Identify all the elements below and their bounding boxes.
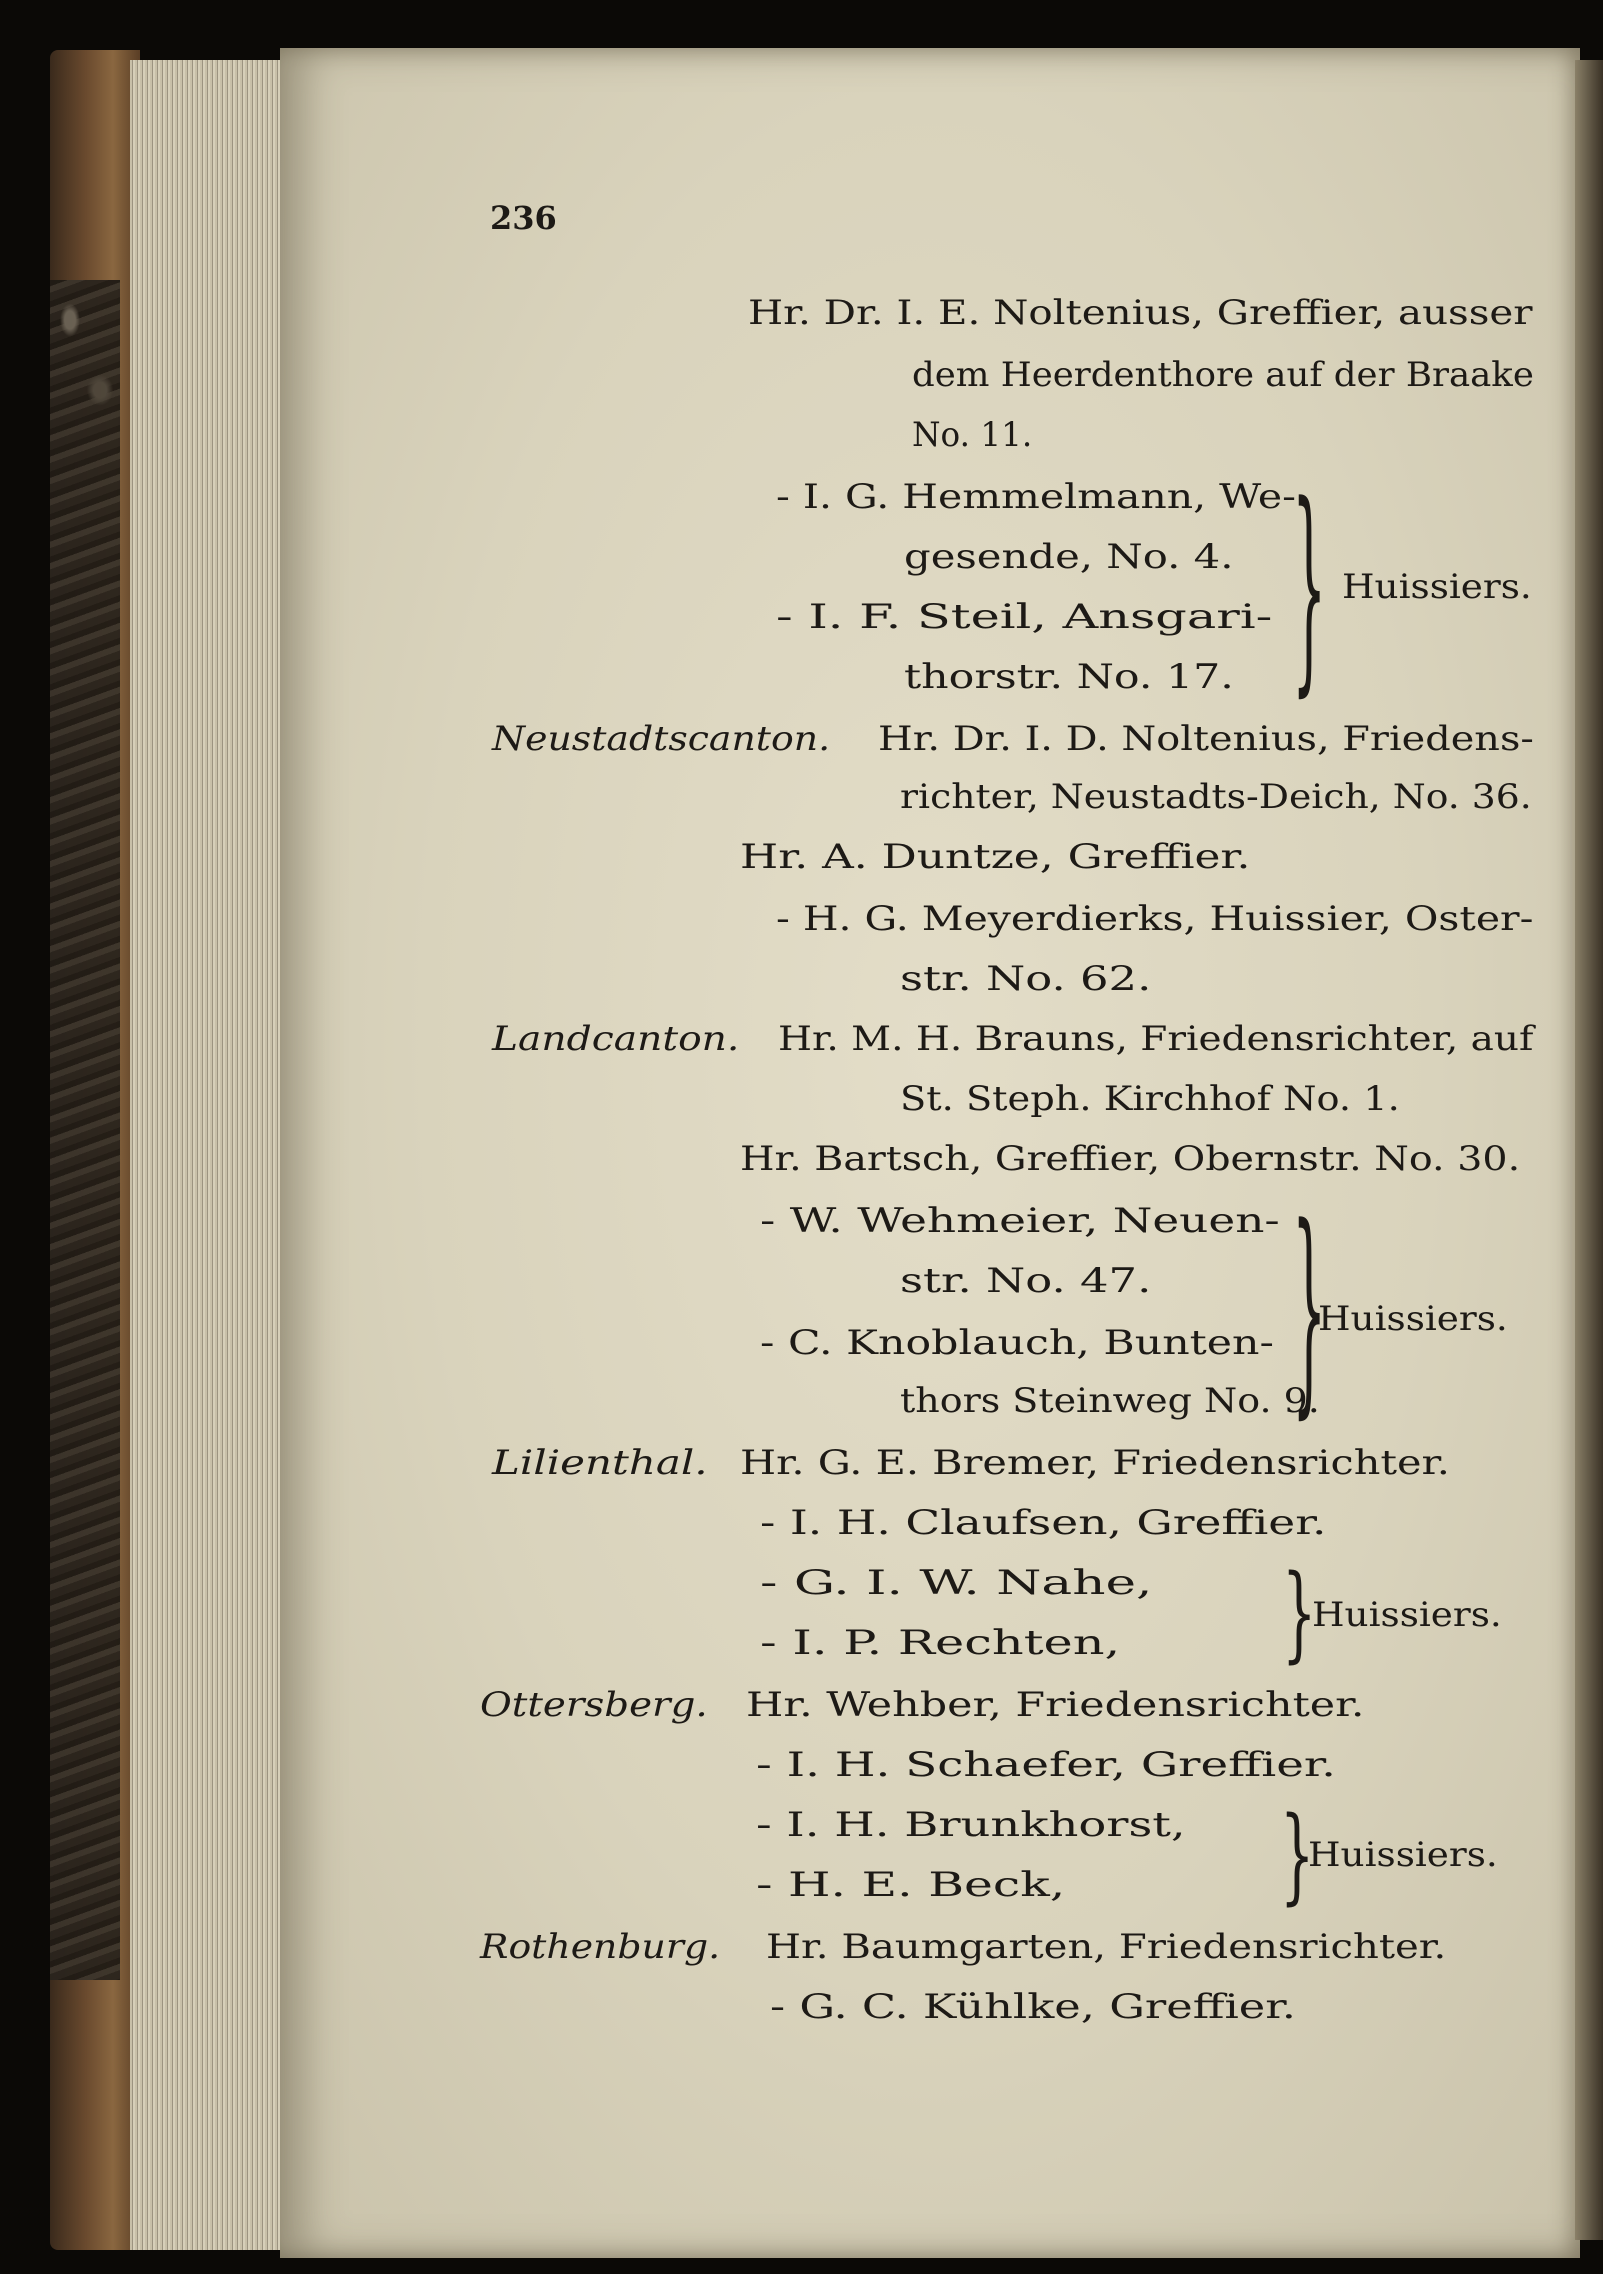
entry-line: Hr. Baumgarten, Friedensrichter. (766, 1927, 1447, 1967)
entry-line: Hr. A. Duntze, Greffier. (740, 837, 1251, 877)
entry-line: thorstr. No. 17. (904, 657, 1234, 697)
brace-icon: } (1292, 1181, 1327, 1441)
entry-line: No. 11. (912, 415, 1033, 455)
huissiers-label: Huissiers. (1318, 1299, 1508, 1339)
entry-line: - I. G. Hemmelmann, We- (776, 477, 1296, 517)
entry-line: str. No. 47. (900, 1261, 1152, 1301)
brace-icon: } (1292, 459, 1327, 719)
entry-line: Hr. Wehber, Friedensrichter. (746, 1685, 1365, 1725)
entry-line: - C. Knoblauch, Bunten- (760, 1323, 1274, 1363)
entry-line: Hr. Dr. I. E. Noltenius, Greffier, ausser (748, 293, 1533, 333)
marbled-cover (50, 280, 120, 1980)
entry-line: - H. G. Meyerdierks, Huissier, Oster- (776, 899, 1534, 939)
huissiers-label: Huissiers. (1308, 1835, 1498, 1875)
page-edges (130, 60, 290, 2250)
entry-line: - G. I. W. Nahe, (760, 1563, 1153, 1603)
entry-line: - W. Wehmeier, Neuen- (760, 1201, 1280, 1241)
entry-line: dem Heerdenthore auf der Braake (912, 355, 1534, 395)
entry-line: Hr. Bartsch, Greffier, Obernstr. No. 30. (740, 1139, 1521, 1179)
place-heading: Ottersberg. (480, 1685, 708, 1725)
book-gutter (1575, 60, 1603, 2240)
entry-line: thors Steinweg No. 9. (900, 1381, 1320, 1421)
place-heading: Rothenburg. (480, 1927, 721, 1967)
page-number: 236 (490, 199, 557, 237)
place-heading: Neustadtscanton. (492, 719, 831, 759)
place-heading: Landcanton. (492, 1019, 740, 1059)
entry-line: - I. H. Claufsen, Greffier. (760, 1503, 1327, 1543)
huissiers-label: Huissiers. (1342, 567, 1532, 607)
entry-line: Hr. G. E. Bremer, Friedensrichter. (740, 1443, 1450, 1483)
brace-icon: } (1282, 1553, 1317, 1675)
entry-line: richter, Neustadts-Deich, No. 36. (900, 777, 1532, 817)
entry-line: - G. C. Kühlke, Greffier. (770, 1987, 1296, 2027)
entry-line: str. No. 62. (900, 959, 1152, 999)
place-heading: Lilienthal. (492, 1443, 708, 1483)
entry-line: - I. H. Schaefer, Greffier. (756, 1745, 1336, 1785)
huissiers-label: Huissiers. (1312, 1595, 1502, 1635)
entry-line: St. Steph. Kirchhof No. 1. (900, 1079, 1400, 1119)
brace-icon: } (1280, 1795, 1315, 1917)
entry-line: Hr. Dr. I. D. Noltenius, Friedens- (878, 719, 1534, 759)
entry-line: Hr. M. H. Brauns, Friedensrichter, auf (778, 1019, 1534, 1059)
entry-line: - H. E. Beck, (756, 1865, 1066, 1905)
entry-line: - I. P. Rechten, (760, 1623, 1121, 1663)
entry-line: gesende, No. 4. (904, 537, 1234, 577)
entry-line: - I. F. Steil, Ansgari- (776, 597, 1273, 637)
entry-line: - I. H. Brunkhorst, (756, 1805, 1186, 1845)
